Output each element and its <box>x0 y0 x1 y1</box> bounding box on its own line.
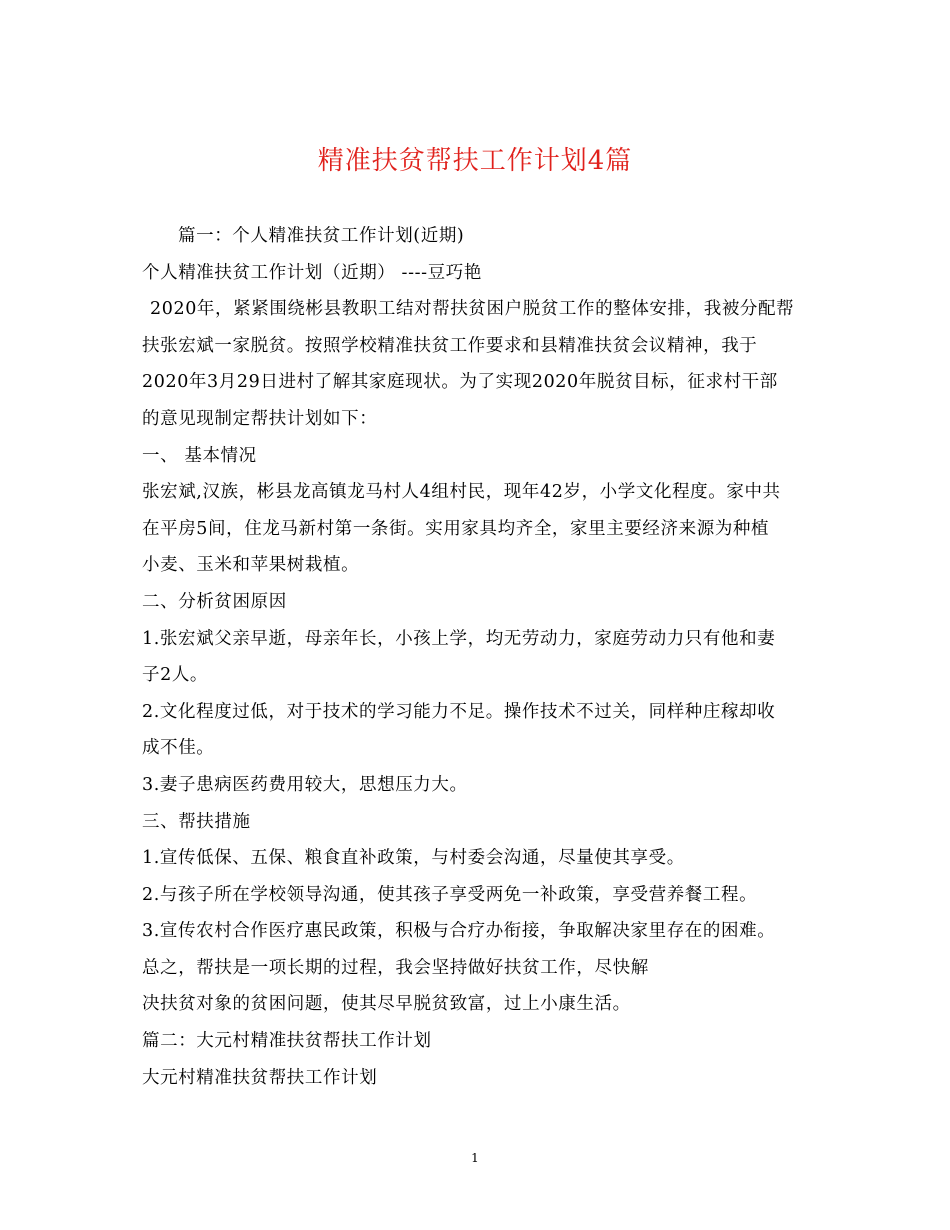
paragraph-line: 2.与孩子所在学校领导沟通，使其孩子享受两免一补政策，享受营养餐工程。 <box>142 884 758 905</box>
section-heading: 一、 基本情况 <box>142 445 257 466</box>
paragraph-line: 2020年3月29日进村了解其家庭现状。为了实现2020年脱贫目标，征求村干部 <box>142 372 778 393</box>
section-heading: 篇二：大元村精准扶贫帮扶工作计划 <box>142 1031 432 1052</box>
subtitle-line: 大元村精准扶贫帮扶工作计划 <box>142 1067 378 1088</box>
section-heading: 二、分析贫困原因 <box>142 591 287 612</box>
subtitle-line: 个人精准扶贫工作计划（近期） ----豆巧艳 <box>142 262 482 283</box>
paragraph-line: 2.文化程度过低，对于技术的学习能力不足。操作技术不过关，同样种庄稼却收 <box>142 701 776 722</box>
paragraph-line: 3.妻子患病医药费用较大，思想压力大。 <box>142 774 468 795</box>
paragraph-line: 成不佳。 <box>142 738 215 759</box>
paragraph-line: 2020年，紧紧围绕彬县教职工结对帮扶贫困户脱贫工作的整体安排，我被分配帮 <box>150 299 795 320</box>
paragraph-line: 小麦、玉米和苹果树栽植。 <box>142 555 360 576</box>
paragraph-line: 1.张宏斌父亲早逝，母亲年长，小孩上学，均无劳动力，家庭劳动力只有他和妻 <box>142 628 776 649</box>
document-body <box>142 218 822 1096</box>
paragraph-line: 张宏斌,汉族，彬县龙高镇龙马村人4组村民，现年42岁，小学文化程度。家中共 <box>142 482 781 503</box>
paragraph-line: 扶张宏斌一家脱贫。按照学校精准扶贫工作要求和县精准扶贫会议精神，我于 <box>142 335 758 356</box>
paragraph-line: 总之，帮扶是一项长期的过程，我会坚持做好扶贫工作，尽快解 <box>142 957 649 978</box>
paragraph-line: 在平房5间，住龙马新村第一条街。实用家具均齐全，家里主要经济来源为种植 <box>142 518 770 539</box>
page-number: 1 <box>471 1151 479 1165</box>
paragraph-line: 3.宣传农村合作医疗惠民政策，积极与合疗办衔接，争取解决家里存在的困难。 <box>142 921 776 942</box>
paragraph-line: 决扶贫对象的贫困问题，使其尽早脱贫致富，过上小康生活。 <box>142 994 631 1015</box>
paragraph-line: 子2人。 <box>142 665 209 686</box>
paragraph-line: 的意见现制定帮扶计划如下： <box>142 408 378 429</box>
section-heading: 三、帮扶措施 <box>142 811 251 832</box>
paragraph-line: 1.宣传低保、五保、粮食直补政策，与村委会沟通，尽量使其享受。 <box>142 848 685 869</box>
document-title: 精准扶贫帮扶工作计划4篇 <box>317 146 633 176</box>
section-heading: 篇一：个人精准扶贫工作计划(近期) <box>178 226 465 246</box>
